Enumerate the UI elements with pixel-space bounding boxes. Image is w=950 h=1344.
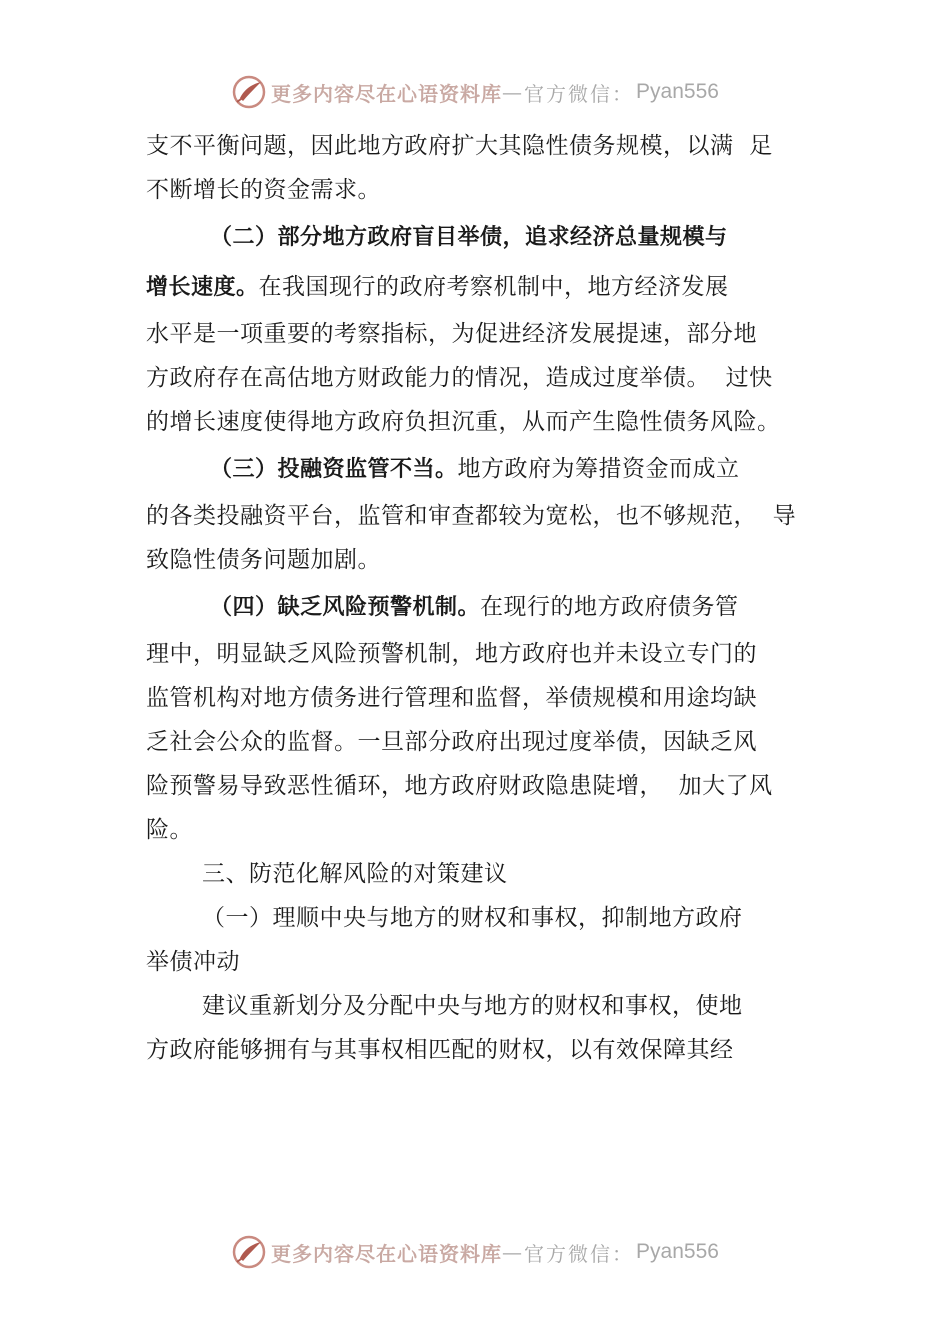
document-body (146, 124, 826, 1072)
text-run: 在我国现行的政府考察机制中，地方经济发展 (258, 274, 729, 300)
heading-bold-text: （四）缺乏风险预警机制。 (210, 595, 481, 620)
text-run: 地方政府为筹措资金而成立 (457, 456, 740, 482)
text-line: 方政府能够拥有与其事权相匹配的财权，以有效保障其经 (146, 1037, 734, 1063)
banner-wechat-label: 官方微信： (524, 1241, 635, 1266)
banner-title: 更多内容尽在心语资料库 (271, 1241, 503, 1266)
section-heading (146, 444, 826, 494)
text-line: 的增长速度使得地方政府负担沉重，从而产生隐性债务风险。 (146, 409, 781, 435)
banner-wechat-id: Pyan556 (636, 1240, 719, 1263)
banner-separator: — (502, 1240, 525, 1264)
logo-icon (231, 74, 267, 110)
text-line: 乏社会公众的监督。一旦部分政府出现过度举债，因缺乏风 (146, 729, 757, 755)
text-line: 理中，明显缺乏风险预警机制，地方政府也并未设立专门的 (146, 641, 757, 667)
text-line: 建议重新划分及分配中央与地方的财权和事权，使地 (202, 993, 743, 1019)
text-run: 在现行的地方政府债务管 (480, 594, 739, 620)
text-line: 举债冲动 (146, 949, 240, 975)
section-heading (146, 582, 826, 632)
text-line: 水平是一项重要的考察指标，为促进经济发展提速，部分地 (146, 321, 757, 347)
heading-bold-text: （二）部分地方政府盲目举债，追求经济总量规模与 (210, 225, 728, 250)
logo-icon (231, 1234, 267, 1270)
section-title: 三、防范化解风险的对策建议 (202, 861, 508, 887)
text-line: 不断增长的资金需求。 (146, 177, 381, 203)
section-heading (146, 212, 826, 262)
heading-bold-text: （三）投融资监管不当。 (210, 457, 458, 482)
banner-wechat-label: 官方微信： (524, 81, 635, 106)
subsection-title: （一）理顺中央与地方的财权和事权，抑制地方政府 (202, 905, 743, 931)
text-line: 致隐性债务问题加剧。 (146, 547, 381, 573)
text-line: 支不平衡问题，因此地方政府扩大其隐性债务规模，以满 足 (146, 133, 773, 159)
banner-wechat-id: Pyan556 (636, 80, 719, 103)
text-line: 方政府存在高估地方财政能力的情况，造成过度举债。 过快 (146, 365, 773, 391)
text-line: 险。 (146, 817, 193, 843)
text-line (146, 262, 826, 312)
text-line: 监管机构对地方债务进行管理和监督，举债规模和用途均缺 (146, 685, 757, 711)
header-watermark (0, 72, 950, 112)
heading-bold-text: 增长速度。 (146, 275, 259, 300)
text-line: 的各类投融资平台，监管和审查都较为宽松，也不够规范， 导 (146, 503, 797, 529)
footer-watermark (0, 1232, 950, 1272)
text-line: 险预警易导致恶性循环，地方政府财政隐患陡增， 加大了风 (146, 773, 773, 799)
banner-title: 更多内容尽在心语资料库 (271, 81, 503, 106)
banner-separator: — (502, 80, 525, 104)
